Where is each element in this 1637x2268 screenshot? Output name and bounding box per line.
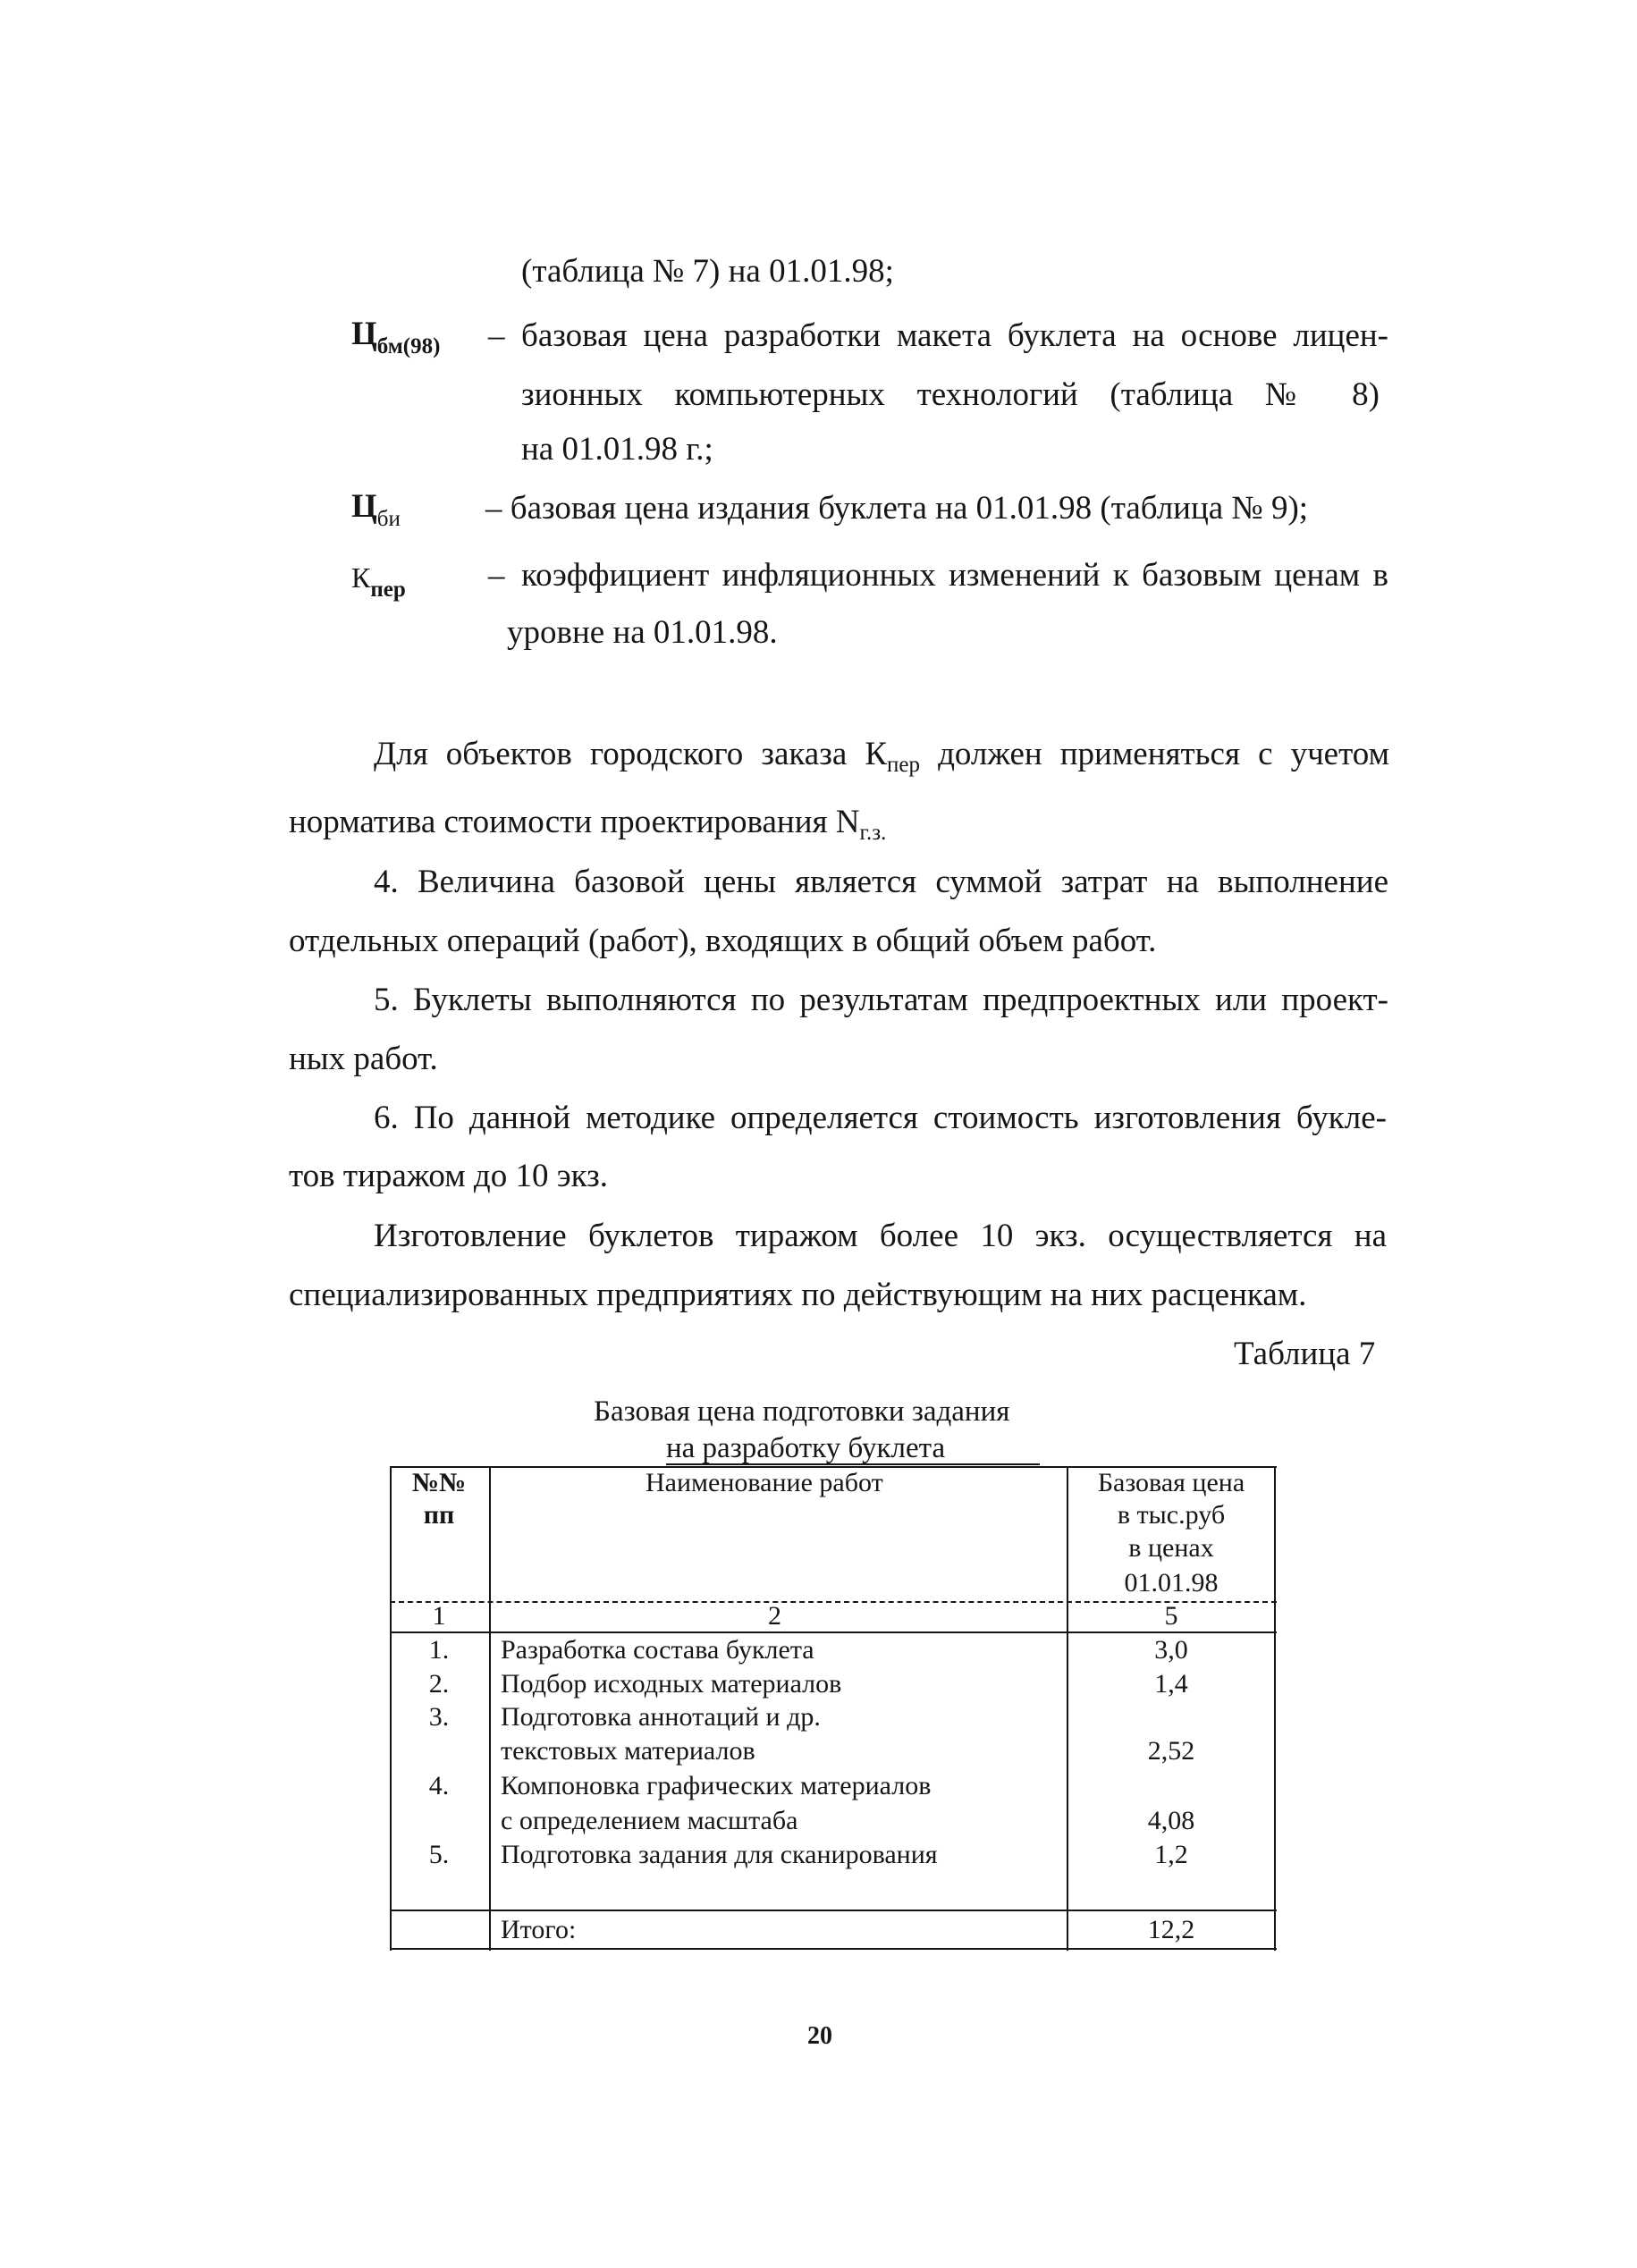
def-dash: –	[488, 557, 505, 594]
paragraph-1-subscript-c: г.з.	[859, 821, 887, 845]
paragraph-5-line1: 5. Буклеты выполняются по результатам предпроектных или проект-	[374, 982, 1388, 1018]
symbol-k-per	[351, 558, 406, 603]
def-kper-line2: уровне на 01.01.98.	[507, 614, 778, 651]
page-number: 20	[807, 2022, 832, 2050]
def-bi-line1: – базовая цена издания буклета на 01.01.98 (таблица № 9);	[485, 490, 1309, 527]
header-name: Наименование работ	[646, 1468, 883, 1497]
table-label: Таблица 7	[1234, 1336, 1376, 1372]
colnum-1: 1	[432, 1601, 446, 1631]
paragraph-1-line2	[289, 801, 886, 855]
table-title-underline	[666, 1463, 1040, 1465]
row-name: Разработка состава буклета	[501, 1635, 814, 1665]
price-table	[390, 1466, 1277, 1951]
row-price: 2,52	[1147, 1736, 1195, 1766]
row-name: Компоновка графических материалов	[501, 1771, 932, 1800]
colnum-5: 5	[1164, 1601, 1178, 1631]
row-num: 5.	[428, 1840, 450, 1869]
row-name-cont: текстовых материалов	[501, 1736, 755, 1766]
def-dash: –	[488, 317, 505, 354]
colnum-2: 2	[768, 1601, 781, 1631]
symbol-subscript: би	[376, 507, 401, 531]
paragraph-4-line1: 4. Величина базовой цены является суммой затрат на выполнение	[374, 864, 1388, 900]
row-num: 4.	[428, 1771, 450, 1800]
total-label: Итого:	[501, 1915, 577, 1944]
row-name: Подготовка аннотаций и др.	[501, 1702, 821, 1732]
row-price: 3,0	[1154, 1635, 1188, 1665]
row-price: 1,2	[1154, 1840, 1188, 1869]
header-num-line2: пп	[423, 1500, 455, 1530]
paragraph-1-subscript: пер	[887, 753, 920, 777]
paragraph-7-line2: специализированных предприятиях по действующим на них расценкам.	[289, 1277, 1307, 1313]
total-price: 12,2	[1147, 1915, 1195, 1944]
formula-intro-line: (таблица № 7) на 01.01.98;	[521, 253, 894, 290]
header-price-line3: в ценах	[1128, 1533, 1214, 1563]
header-price-line4: 01.01.98	[1124, 1568, 1219, 1598]
row-price: 4,08	[1147, 1806, 1195, 1835]
header-price-line1: Базовая цена	[1097, 1468, 1245, 1497]
table-total-divider	[390, 1910, 1277, 1911]
header-price-line2: в тыс.руб	[1117, 1500, 1226, 1530]
row-name-cont: с определением масштаба	[501, 1806, 798, 1835]
table-title-line1: Базовая цена подготовки задания	[594, 1395, 1010, 1428]
table-col-divider-1	[489, 1466, 491, 1951]
symbol-subscript: пер	[370, 578, 406, 602]
table-right-border	[1274, 1466, 1276, 1951]
row-name: Подготовка задания для сканирования	[501, 1840, 938, 1869]
symbol-c-bi	[351, 487, 401, 532]
row-num: 1.	[428, 1635, 450, 1665]
def-bm98-line2: зионных компьютерных технологий (таблица № 8)	[521, 376, 1380, 413]
row-num: 2.	[428, 1669, 450, 1699]
paragraph-1-text-a: Для объектов городского заказа К	[374, 736, 888, 772]
def-kper-line1: коэффициент инфляционных изменений к базовым ценам в	[521, 557, 1388, 594]
symbol-c-bm98	[351, 315, 440, 359]
paragraph-5-line2: ных работ.	[289, 1041, 438, 1077]
row-price: 1,4	[1154, 1669, 1188, 1699]
row-num: 3.	[428, 1702, 450, 1732]
paragraph-6-line1: 6. По данной методике определяется стоимость изготовления букле-	[374, 1100, 1387, 1136]
def-bm98-line3: на 01.01.98 г.;	[521, 431, 713, 468]
paragraph-1-text-b: должен применяться с учетом	[920, 736, 1389, 772]
symbol-letter: Ц	[351, 488, 377, 525]
table-title-line2: на разработку буклета	[666, 1432, 946, 1464]
paragraph-4-line2: отдельных операций (работ), входящих в общий объем работ.	[289, 923, 1157, 959]
symbol-letter: К	[351, 561, 371, 594]
row-name: Подбор исходных материалов	[501, 1669, 842, 1699]
paragraph-7-line1: Изготовление буклетов тиражом более 10 экз. осуществляется на	[374, 1218, 1387, 1254]
def-bm98-line1: базовая цена разработки макета буклета на основе лицен-	[521, 317, 1388, 354]
symbol-subscript: бм(98)	[376, 334, 441, 358]
header-num-line1: №№	[411, 1468, 467, 1497]
paragraph-6-line2: тов тиражом до 10 экз.	[289, 1158, 608, 1194]
table-bottom-border	[390, 1948, 1277, 1950]
symbol-letter: Ц	[351, 316, 377, 352]
paragraph-1-line1	[374, 733, 1389, 787]
paragraph-1-text-c: норматива стоимости проектирования N	[289, 804, 860, 840]
